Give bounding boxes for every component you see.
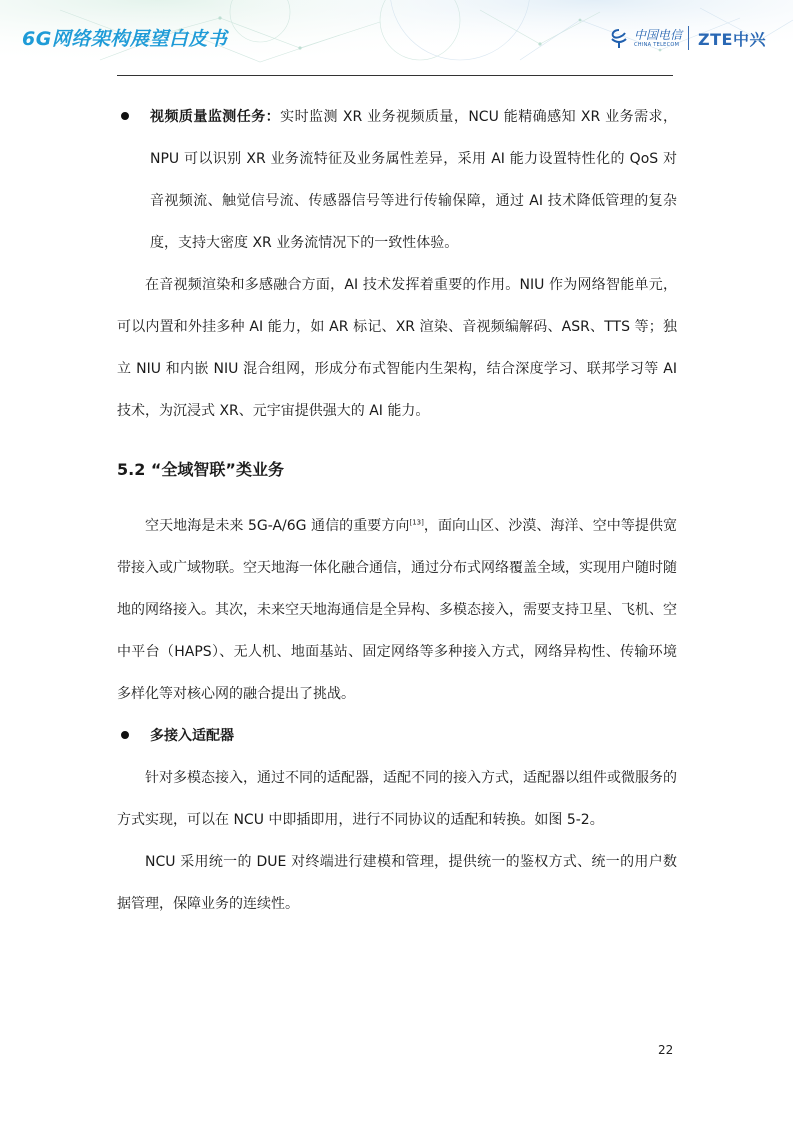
paragraph-ai-rendering: 在音视频渲染和多感融合方面，AI 技术发挥着重要的作用。NIU 作为网络智能单元，可以内置和外挂多种 AI 能力，如 AR 标记、XR 渲染、音视频编解码、ASR、TTS 等；独立 NIU 和内嵌 NIU 混合组网，形成分布式智能内生架构，结合深度学习、联邦学习等 AI 技术，为沉浸式 XR、元宇宙提供强大的 AI 能力。 <box>117 277 677 419</box>
china-telecom-cn: 中国电信 <box>634 27 683 42</box>
china-telecom-logo <box>608 24 682 52</box>
network-pattern-decoration <box>0 0 793 110</box>
page-number: 22 <box>658 1043 674 1057</box>
paragraph-ncu-due: NCU 采用统一的 DUE 对终端进行建模和管理，提供统一的鉴权方式、统一的用户数据管理，保障业务的连续性。 <box>117 854 677 912</box>
bullet-multi-access-adapter <box>117 715 677 757</box>
page-body <box>117 96 677 925</box>
bullet-dot-icon <box>121 731 129 739</box>
paragraph-text-after-ref: ，面向山区、沙漠、海洋、空中等提供宽带接入或广域物联。空天地海一体化融合通信，通过分布式网络覆盖全域，实现用户随时随地的网络接入。其次，未来空天地海通信是全异构、多模态接入，需要支持卫星、飞机、空中平台（HAPS）、无人机、地面基站、固定网络等多种接入方式，网络异构性、传输环境多样化等对核心网的融合提出了挑战。 <box>117 518 678 702</box>
bullet-dot-icon <box>121 112 129 120</box>
header-decoration <box>0 0 793 110</box>
zte-logo: ZTE中兴 <box>698 30 766 49</box>
bullet-video-quality <box>117 96 677 264</box>
paragraph-text-before-ref: 空天地海是未来 5G-A/6G 通信的重要方向 <box>145 518 410 534</box>
bullet-title: 视频质量监测任务： <box>150 109 281 125</box>
document-title: 6G网络架构展望白皮书 <box>22 28 228 50</box>
logo-divider <box>688 26 689 50</box>
section-heading: 5.2 “全域智联”类业务 <box>117 460 284 479</box>
header-rule <box>117 75 673 76</box>
bullet-text: 实时监测 XR 业务视频质量，NCU 能精确感知 XR 业务需求，NPU 可以识别 XR 业务流特征及业务属性差异，采用 AI 能力设置特性化的 QoS 对音视频流、触觉信号流、传感器信号等进行传输保障，通过 AI 技术降低管理的复杂度，支持大密度 XR 业务流情况下的一致性体验。 <box>150 109 677 251</box>
citation-ref[interactable]: [13] <box>409 518 424 527</box>
bullet-title: 多接入适配器 <box>150 728 234 744</box>
paragraph-space-air-ground-sea <box>117 505 677 715</box>
paragraph-adapter: 针对多模态接入，通过不同的适配器，适配不同的接入方式，适配器以组件或微服务的方式实现，可以在 NCU 中即插即用，进行不同协议的适配和转换。如图 5-2。 <box>117 770 677 828</box>
china-telecom-en: CHINA TELECOM <box>634 41 680 48</box>
china-telecom-icon <box>608 27 630 49</box>
